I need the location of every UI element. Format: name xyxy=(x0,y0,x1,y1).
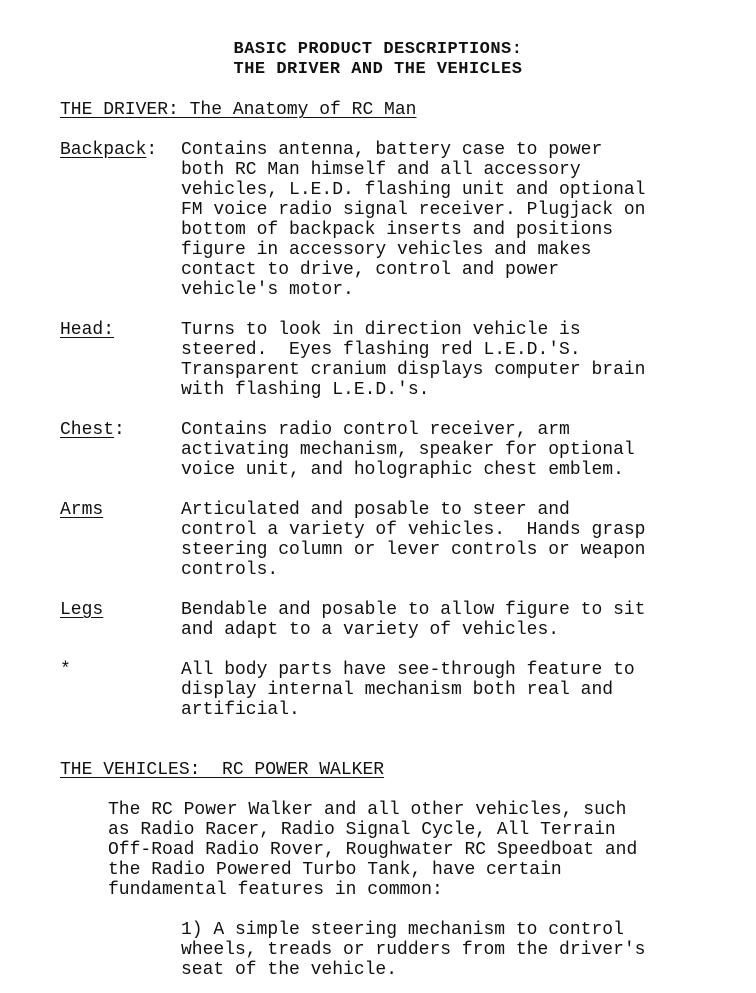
feature-item-1 xyxy=(181,920,741,980)
document-title-line-2: THE DRIVER AND THE VEHICLES xyxy=(233,60,523,79)
term-backpack xyxy=(60,140,157,160)
description-line: activating mechanism, speaker for optional xyxy=(181,440,635,460)
asterisk-bullet: * xyxy=(60,660,71,680)
description-line: steering column or lever controls or weapon xyxy=(181,540,646,560)
description-line: and adapt to a variety of vehicles. xyxy=(181,620,560,640)
description-line: Contains radio control receiver, arm xyxy=(181,420,570,440)
description-line: with flashing L.E.D.'s. xyxy=(181,380,430,400)
term-backpack-colon: : xyxy=(146,140,158,160)
description-line: Bendable and posable to allow figure to sit xyxy=(181,600,646,620)
description-backpack xyxy=(181,140,741,300)
term-legs-label: Legs xyxy=(60,600,104,620)
description-line: both RC Man himself and all accessory xyxy=(181,160,581,180)
description-line: All body parts have see-through feature to xyxy=(181,660,635,680)
term-head xyxy=(60,320,114,340)
feature-line: wheels, treads or rudders from the driver's xyxy=(181,940,646,960)
description-legs xyxy=(181,600,741,640)
term-backpack-label: Backpack xyxy=(60,140,147,160)
description-line: steered. Eyes flashing red L.E.D.'S. xyxy=(181,340,581,360)
term-chest-label: Chest xyxy=(60,420,115,440)
paragraph-line: Off-Road Radio Rover, Roughwater RC Speedboat and xyxy=(108,840,638,860)
description-arms xyxy=(181,500,741,580)
description-line: Contains antenna, battery case to power xyxy=(181,140,603,160)
document-title-line-1: BASIC PRODUCT DESCRIPTIONS: xyxy=(233,40,523,59)
vehicles-paragraph xyxy=(108,800,728,900)
term-chest xyxy=(60,420,125,440)
term-legs xyxy=(60,600,103,620)
paragraph-line: fundamental features in common: xyxy=(108,880,443,900)
description-line: voice unit, and holographic chest emblem. xyxy=(181,460,624,480)
description-line: display internal mechanism both real and xyxy=(181,680,614,700)
description-line: controls. xyxy=(181,560,279,580)
description-line: FM voice radio signal receiver. Plugjack on xyxy=(181,200,646,220)
term-arms xyxy=(60,500,103,520)
description-line: contact to drive, control and power xyxy=(181,260,560,280)
description-head xyxy=(181,320,741,400)
description-see-through-note xyxy=(181,660,741,720)
description-line: Transparent cranium displays computer brain xyxy=(181,360,646,380)
feature-line: seat of the vehicle. xyxy=(181,960,398,980)
description-line: vehicle's motor. xyxy=(181,280,354,300)
driver-section-heading: THE DRIVER: The Anatomy of RC Man xyxy=(60,100,417,120)
description-chest xyxy=(181,420,741,480)
paragraph-line: as Radio Racer, Radio Signal Cycle, All Terrain xyxy=(108,820,616,840)
term-arms-label: Arms xyxy=(60,500,104,520)
description-line: Turns to look in direction vehicle is xyxy=(181,320,581,340)
description-line: control a variety of vehicles. Hands grasp xyxy=(181,520,646,540)
description-line: Articulated and posable to steer and xyxy=(181,500,570,520)
description-line: vehicles, L.E.D. flashing unit and optional xyxy=(181,180,646,200)
feature-line: 1) A simple steering mechanism to control xyxy=(181,920,624,940)
paragraph-line: the Radio Powered Turbo Tank, have certain xyxy=(108,860,562,880)
vehicles-section-heading: THE VEHICLES: RC POWER WALKER xyxy=(60,760,385,780)
term-chest-colon: : xyxy=(114,420,125,440)
paragraph-line: The RC Power Walker and all other vehicles, such xyxy=(108,800,627,820)
description-line: artificial. xyxy=(181,700,300,720)
description-line: figure in accessory vehicles and makes xyxy=(181,240,592,260)
term-head-label: Head: xyxy=(60,320,115,340)
description-line: bottom of backpack inserts and positions xyxy=(181,220,614,240)
